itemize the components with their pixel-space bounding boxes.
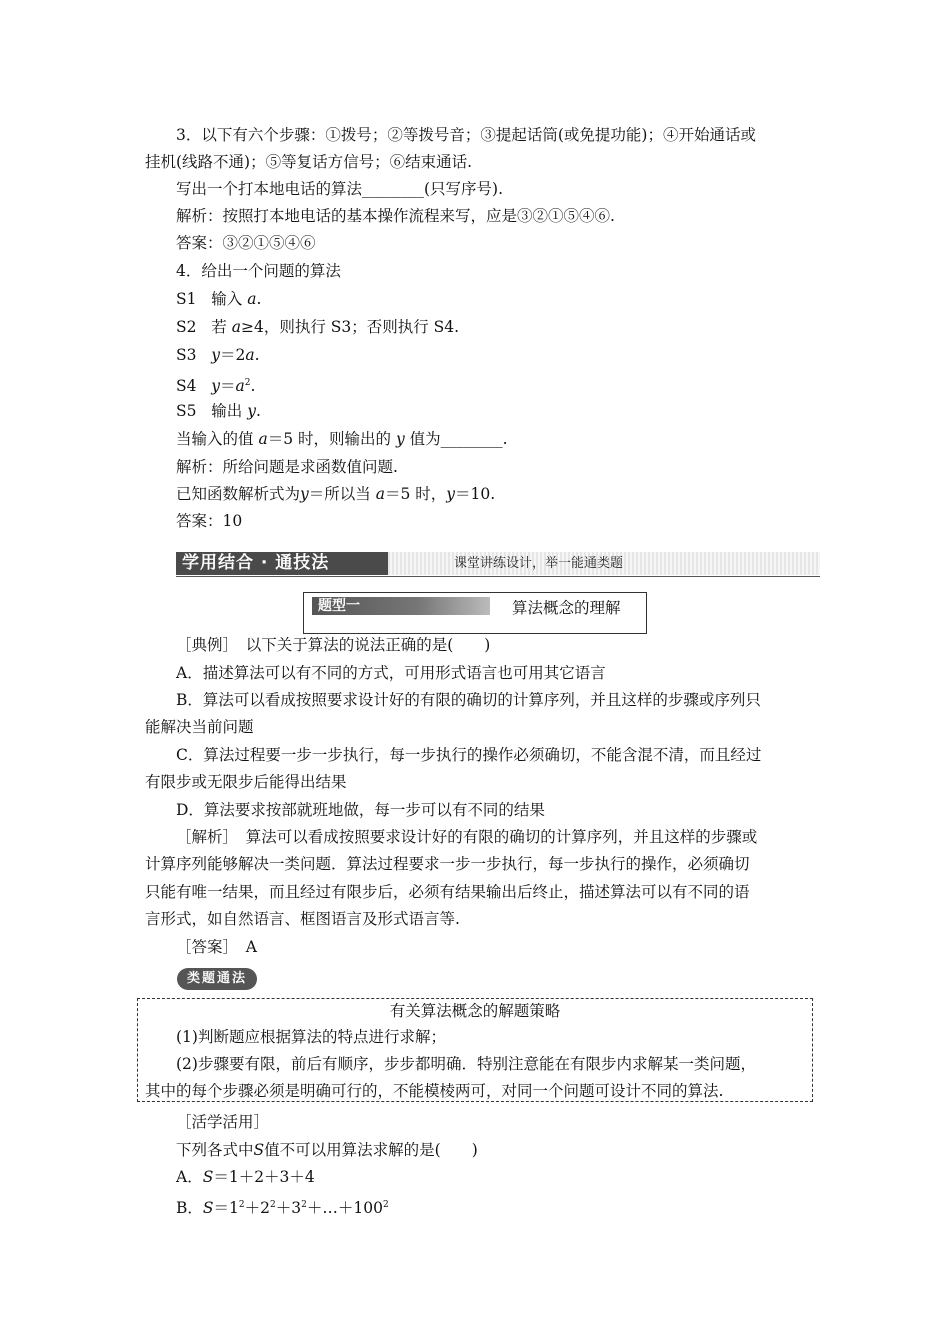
type-title: 算法概念的理解: [512, 599, 621, 617]
q4-title: 4．给出一个问题的算法: [176, 262, 341, 280]
practice-option-a: A．S＝1＋2＋3＋4: [176, 1168, 315, 1186]
tips-point-1: (1)判断题应根据算法的特点进行求解；: [176, 1028, 446, 1046]
example-solution-line2: 计算序列能够解决一类问题．算法过程要求一步一步执行，每一步执行的操作，必须确切: [145, 855, 750, 873]
example-solution-line3: 只能有唯一结果，而且经过有限步后，必须有结果输出后终止，描述算法可以有不同的语: [145, 883, 750, 901]
example-answer: ［答案］ A: [176, 938, 257, 956]
q4-answer: 答案：10: [176, 512, 243, 530]
tips-point-2-line2: 其中的每个步骤必须是明确可行的，不能模棱两可，对同一个问题可设计不同的算法.: [145, 1082, 724, 1100]
example-option-c-line1: C．算法过程要一步一步执行，每一步执行的操作必须确切，不能含混不清，而且经过: [176, 746, 762, 764]
q3-answer: 答案：③②①⑤④⑥: [176, 234, 316, 252]
q3-line3: 写出一个打本地电话的算法________(只写序号).: [176, 180, 504, 198]
q4-step-s4: S4 $y=a^2$.: [176, 377, 256, 396]
banner-rule: [176, 576, 820, 577]
q4-step-s1: S1 输入 a.: [176, 290, 262, 308]
example-option-b-line2: 能解决当前问题: [145, 718, 254, 736]
example-stem: ［典例］ 以下关于算法的说法正确的是( ): [176, 636, 491, 654]
q3-line1: 3．以下有六个步骤：①拨号；②等拨号音；③提起话筒(或免提功能)；④开始通话或: [176, 126, 756, 144]
q4-step-s5: S5 输出 y.: [176, 402, 261, 420]
tips-title: 有关算法概念的解题策略: [389, 1002, 561, 1020]
q3-analysis: 解析：按照打本地电话的基本操作流程来写，应是③②①⑤④⑥.: [176, 207, 615, 225]
example-solution-line4: 言形式，如自然语言、框图语言及形式语言等.: [145, 910, 460, 928]
q3-line2: 挂机(线路不通)；⑤等复话方信号；⑥结束通话.: [145, 153, 473, 171]
banner-title: 学用结合 · 通技法: [176, 552, 388, 575]
tips-pill: 类题通法: [177, 968, 257, 990]
example-option-b-line1: B．算法可以看成按照要求设计好的有限的确切的计算序列，并且这样的步骤或序列只: [176, 691, 761, 709]
example-option-c-line2: 有限步或无限步后能得出结果: [145, 773, 347, 791]
practice-stem: 下列各式中S值不可以用算法求解的是( ): [176, 1141, 478, 1159]
q4-question: 当输入的值 a＝5 时，则输出的 y 值为________.: [176, 430, 508, 448]
q4-formula: 已知函数解析式为y＝所以当 a＝5 时，y＝10.: [176, 485, 496, 503]
q4-analysis: 解析：所给问题是求函数值问题.: [176, 458, 398, 476]
q4-step-s3: S3 y＝2a.: [176, 346, 260, 364]
q4-step-s2: S2 若 a≥4，则执行 S3；否则执行 S4.: [176, 318, 460, 336]
banner-subtitle: 课堂讲练设计，举一能通类题: [454, 556, 624, 571]
practice-option-b: B．$S=1^2+2^2+3^2+\dots+100^2$: [176, 1199, 389, 1218]
example-option-d: D．算法要求按部就班地做，每一步可以有不同的结果: [176, 801, 545, 819]
tips-point-2-line1: (2)步骤要有限，前后有顺序，步步都明确．特别注意能在有限步内求解某一类问题，: [176, 1055, 756, 1073]
example-option-a: A．描述算法可以有不同的方式，可用形式语言也可用其它语言: [176, 664, 606, 682]
example-solution-line1: ［解析］ 算法可以看成按照要求设计好的有限的确切的计算序列，并且这样的步骤或: [176, 828, 758, 846]
type-label: 题型一: [312, 597, 490, 615]
practice-heading: ［活学活用］: [176, 1113, 270, 1131]
section-banner: [176, 550, 820, 578]
type-box: [303, 592, 647, 634]
